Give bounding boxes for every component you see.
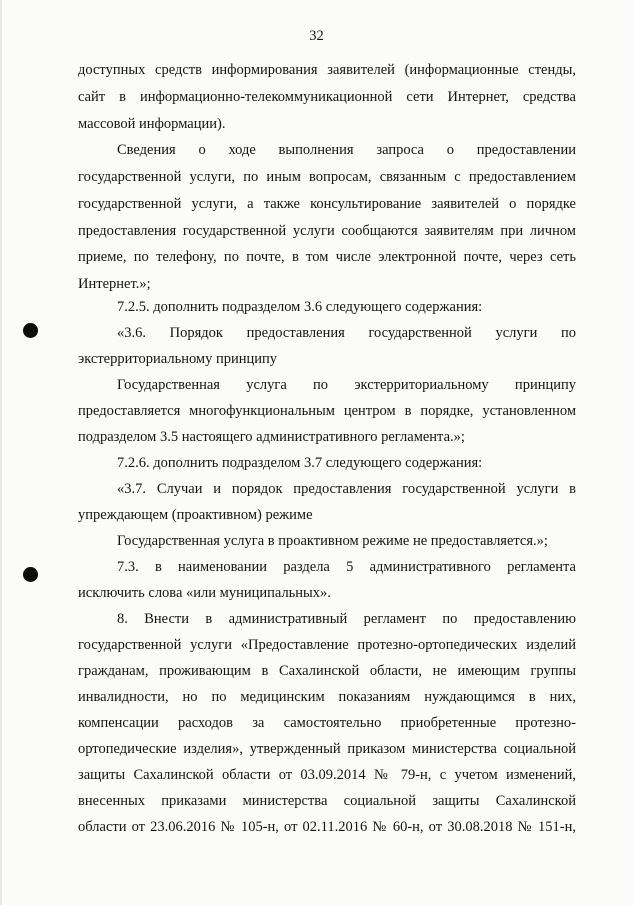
text-line: государственной услуги «Предоставление протезно-ортопедических изделий	[78, 637, 576, 653]
text-line: гражданам, проживающим в Сахалинской области, не имеющим группы	[78, 663, 576, 679]
text-line: защиты Сахалинской области от 03.09.2014 № 79-н, с учетом изменений,	[78, 767, 576, 783]
text-line: «3.7. Случаи и порядок предоставления государственной услуги в	[117, 481, 576, 497]
text-line: подразделом 3.5 настоящего административного регламента.»;	[78, 429, 465, 445]
text-line: Сведения о ходе выполнения запроса о предоставлении	[117, 142, 576, 158]
text-line: упреждающем (проактивном) режиме	[78, 507, 313, 523]
text-line: предоставления государственной услуги сообщаются заявителям при личном	[78, 223, 576, 239]
text-line: доступных средств информирования заявителей (информационные стенды,	[78, 62, 576, 78]
text-line: Интернет.»;	[78, 276, 151, 292]
text-line: экстерриториальному принципу	[78, 351, 278, 367]
scan-edge	[0, 0, 2, 905]
text-line: ортопедические изделия», утвержденный приказом министерства социальной	[78, 741, 576, 757]
text-line: области от 23.06.2016 № 105-н, от 02.11.2016 № 60-н, от 30.08.2018 № 151-н,	[78, 819, 576, 835]
text-line: массовой информации).	[78, 116, 226, 132]
text-line: 8. Внести в административный регламент по предоставлению	[117, 611, 576, 627]
text-line: «3.6. Порядок предоставления государственной услуги по	[117, 325, 576, 341]
punch-hole-bottom	[23, 567, 38, 582]
punch-hole-top	[23, 323, 38, 338]
text-line: исключить слова «или муниципальных».	[78, 585, 331, 601]
text-line: сайт в информационно-телекоммуникационной сети Интернет, средства	[78, 89, 576, 105]
text-line: государственной услуги, а также консультирование заявителей о порядке	[78, 196, 576, 212]
text-line: Государственная услуга в проактивном режиме не предоставляется.»;	[117, 533, 548, 549]
page-number: 32	[309, 28, 324, 44]
text-line: инвалидности, но по медицинским показаниям нуждающимся в них,	[78, 689, 576, 705]
text-line: 7.3. в наименовании раздела 5 административного регламента	[117, 559, 576, 575]
text-line: 7.2.6. дополнить подразделом 3.7 следующего содержания:	[117, 455, 483, 471]
text-line: Государственная услуга по экстерриториальному принципу	[117, 377, 576, 393]
text-line: компенсации расходов за самостоятельно приобретенные протезно-	[78, 715, 576, 731]
text-line: предоставляется многофункциональным центром в порядке, установленном	[78, 403, 576, 419]
text-line: приеме, по телефону, по почте, в том числе электронной почте, через сеть	[78, 249, 576, 265]
text-line: государственной услуги, по иным вопросам, связанным с предоставлением	[78, 169, 576, 185]
text-line: внесенных приказами министерства социальной защиты Сахалинской	[78, 793, 576, 809]
text-line: 7.2.5. дополнить подразделом 3.6 следующего содержания:	[117, 299, 483, 315]
